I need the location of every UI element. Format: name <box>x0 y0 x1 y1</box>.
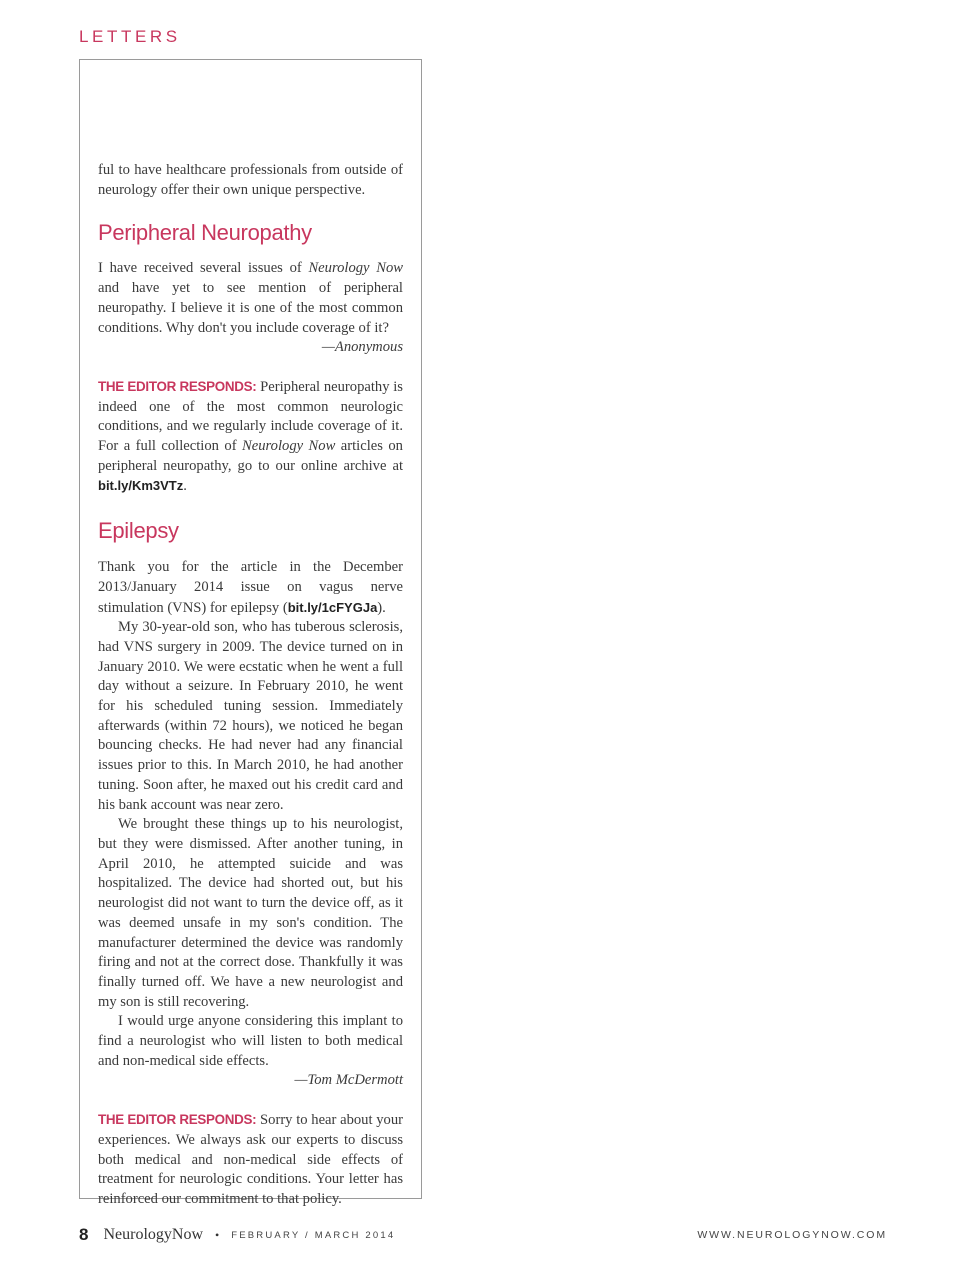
signature-anonymous: —Anonymous <box>321 339 403 356</box>
letter-epilepsy-intro <box>98 558 403 618</box>
page-number: 8 <box>79 1225 89 1244</box>
editor-text: Sorry to hear about your experiences. We always ask our experts to discuss both medical and non-medical side effects of treatment for neurologic conditions. Your letter has reinforced our commitment to that policy. <box>98 1112 403 1207</box>
page-footer <box>79 1224 887 1246</box>
letter-text: and have yet to see mention of peripheral neuropathy. I believe it is one of the most common conditions. Why don't you include coverage of it? <box>98 280 403 336</box>
letters-column <box>98 161 403 1210</box>
editor-response-epilepsy <box>98 1110 403 1210</box>
letter-paragraph: I would urge anyone considering this implant to find a neurologist who will listen to both medical and non-medical side effects. <box>98 1013 403 1069</box>
letter-peripheral-neuropathy <box>98 259 403 338</box>
editor-text: . <box>183 478 187 495</box>
website-url[interactable]: WWW.NEUROLOGYNOW.COM <box>697 1229 887 1241</box>
publication-title: Neurology Now <box>308 260 403 277</box>
section-label: LETTERS <box>79 27 181 46</box>
letter-text: ). <box>377 599 386 616</box>
publication-name: NeurologyNow <box>103 1226 204 1243</box>
letter-paragraph: We brought these things up to his neurologist, but they were dismissed. After another tuning, in April 2010, he attempted suicide and was hospitalized. The device had shorted out, but his neurologist did not want to turn the device off, as it was deemed unsafe in my son's condition. The manufacturer determined the device was randomly firing and not at the correct dose. Thankfully it was finally turned off. We have a new neurologist and my son is still recovering. <box>98 816 403 1010</box>
signature-tom-mcdermott: —Tom McDermott <box>294 1072 403 1089</box>
editor-responds-label: THE EDITOR RESPONDS: <box>98 378 257 394</box>
issue-date: FEBRUARY / MARCH 2014 <box>231 1229 396 1241</box>
letter-text: Thank you for the article in the December 2013/January 2014 issue on vagus nerve stimulation (VNS) for epilepsy ( <box>98 559 403 616</box>
editor-text: articles on peripheral neuropathy, go to our online archive at <box>98 438 403 474</box>
intro-fragment: ful to have healthcare professionals from outside of neurology offer their own unique perspective. <box>98 162 403 198</box>
bullet-separator: • <box>215 1227 220 1242</box>
editor-response-neuropathy <box>98 377 403 497</box>
letter-text: I have received several issues of <box>98 260 309 277</box>
archive-link[interactable]: bit.ly/Km3VTz <box>98 478 184 494</box>
article-link[interactable]: bit.ly/1cFYGJa <box>287 599 378 615</box>
heading-peripheral-neuropathy: Peripheral Neuropathy <box>98 220 312 246</box>
editor-responds-label: THE EDITOR RESPONDS: <box>98 1112 257 1128</box>
publication-title: Neurology Now <box>242 438 336 455</box>
letter-paragraph: My 30-year-old son, who has tuberous sclerosis, had VNS surgery in 2009. The device turned on in January 2010. We were ecstatic when he went a full day without a seizure. In February 2010, he went for his scheduled tuning session. Immediately afterwards (within 72 hours), we noticed he began bouncing checks. He had never had any financial issues prior to this. In March 2010, he had another tuning. Soon after, he maxed out his credit card and his bank account was near zero. <box>98 619 403 813</box>
heading-epilepsy: Epilepsy <box>98 518 179 544</box>
editor-text: Peripheral neuropathy is indeed one of the most common neurologic conditions, and we regularly include coverage of it. For a full collection of <box>98 378 403 455</box>
